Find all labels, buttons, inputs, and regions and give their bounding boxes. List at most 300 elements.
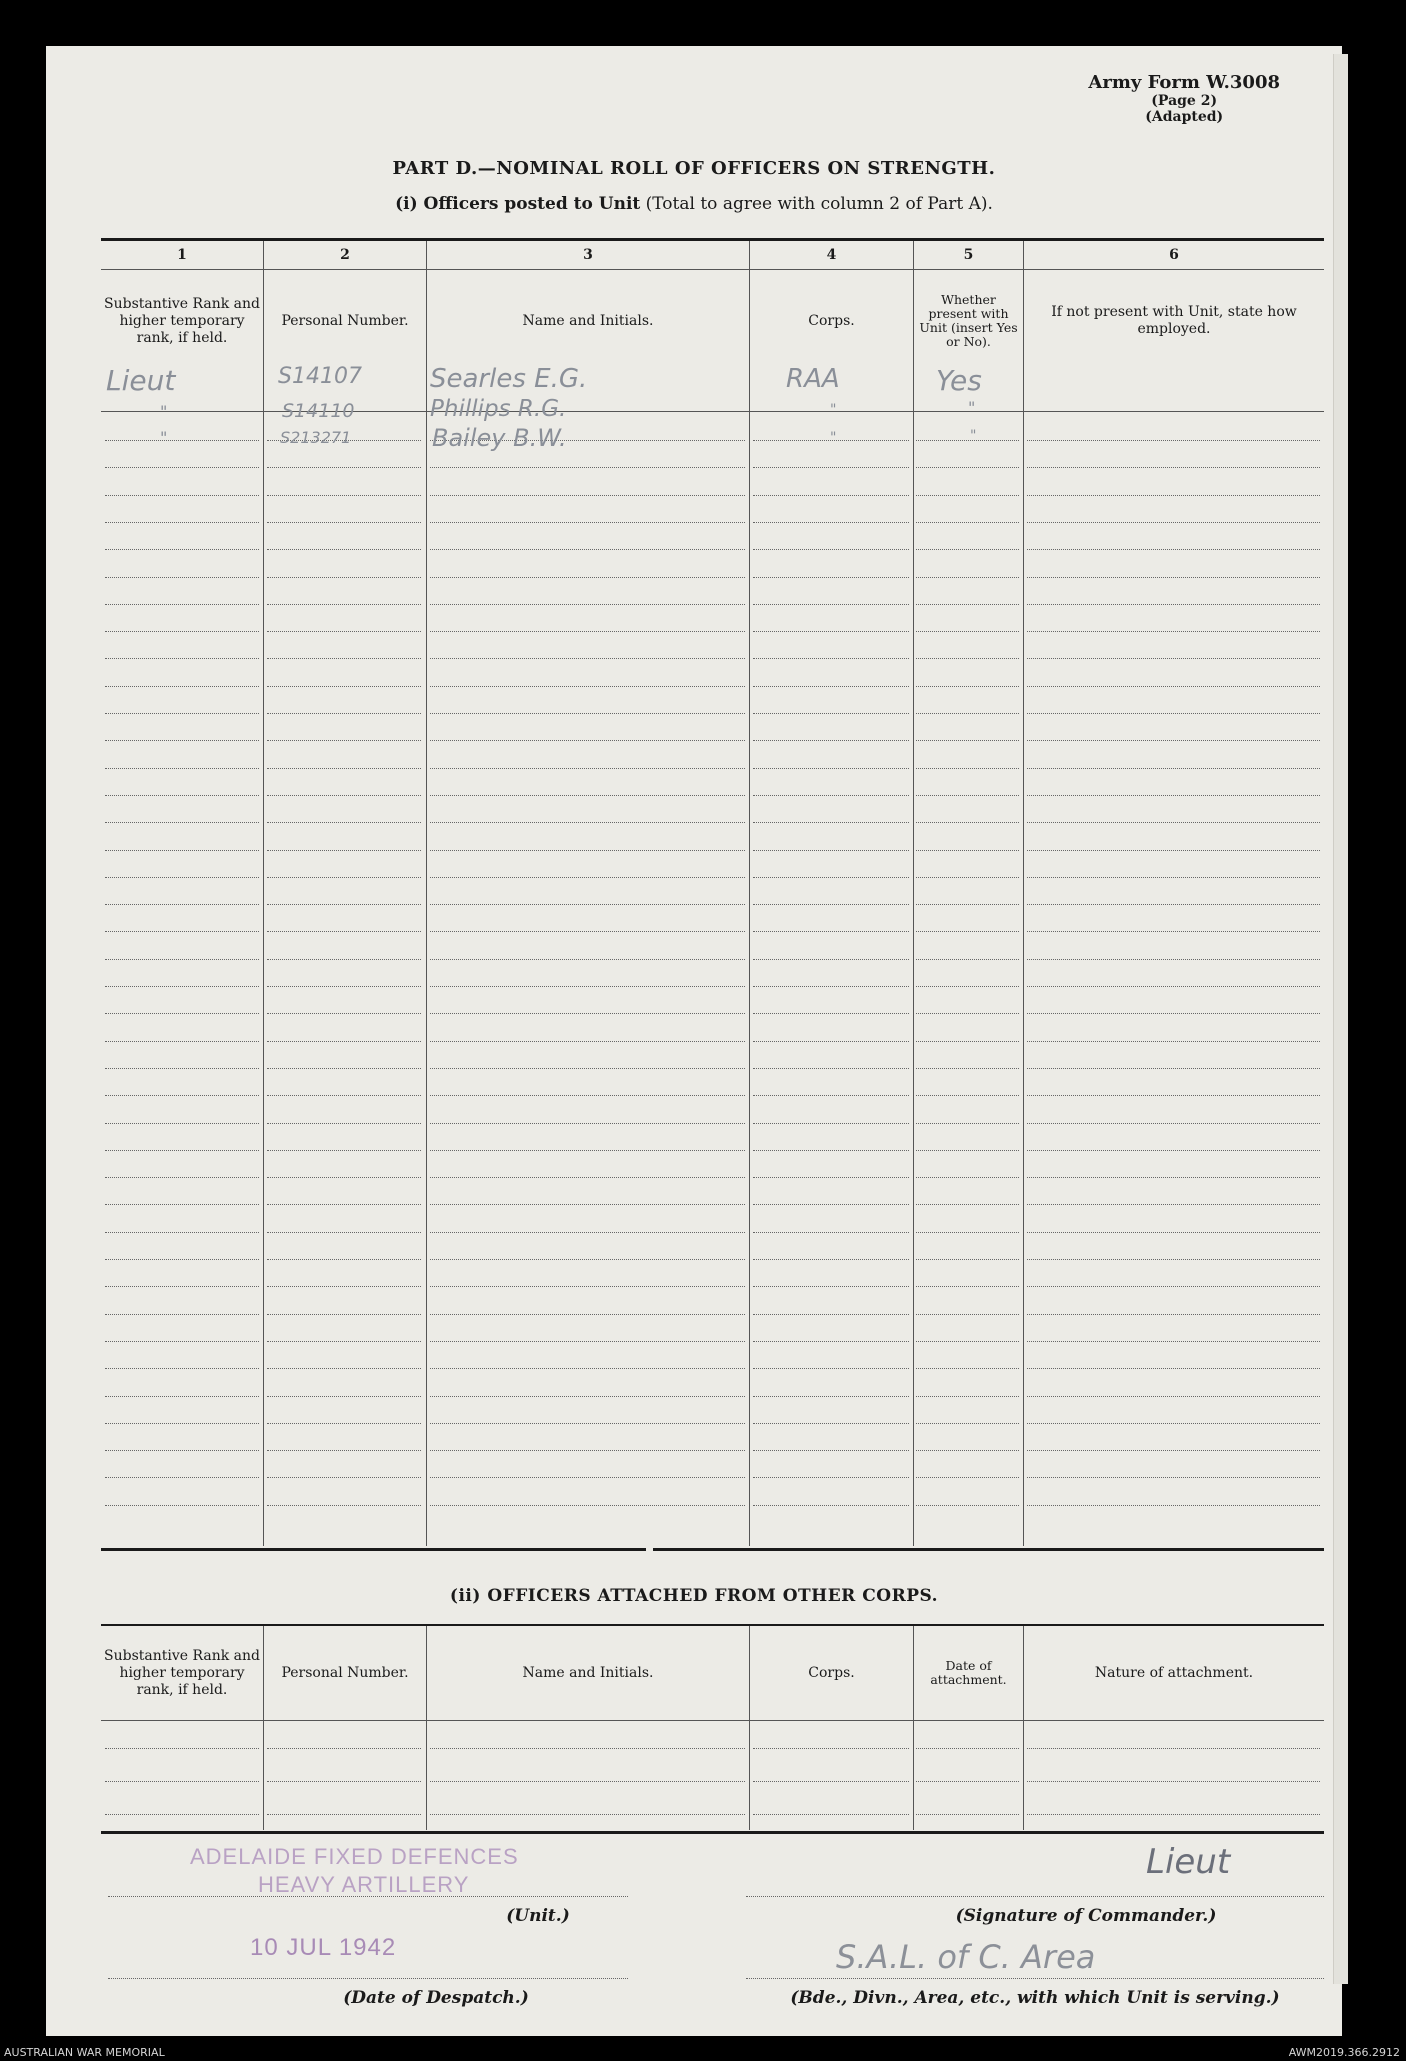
- ruled-entry-line: [753, 931, 909, 932]
- ruled-entry-line: [430, 522, 745, 523]
- col-number-4: 4: [826, 247, 837, 263]
- ruled-entry-line: [753, 1286, 909, 1287]
- ruled-entry-line: [430, 658, 745, 659]
- ruled-entry-line: [753, 1748, 909, 1749]
- ruled-entry-line: [1027, 1150, 1320, 1151]
- ruled-entry-line: [916, 1314, 1019, 1315]
- commander-signature: Lieut: [1146, 1842, 1231, 1882]
- ruled-entry-line: [1027, 1286, 1320, 1287]
- ruled-entry-line: [916, 1232, 1019, 1233]
- ruled-entry-line: [753, 1123, 909, 1124]
- row1-rank: Lieut: [106, 364, 176, 397]
- ruled-entry-line: [105, 1505, 259, 1506]
- ruled-entry-line: [916, 1013, 1019, 1014]
- col-number-2: 2: [340, 247, 350, 263]
- row1-number: S14107: [278, 364, 362, 389]
- ruled-entry-line: [430, 1259, 745, 1260]
- ruled-entry-line: [916, 577, 1019, 578]
- header-personal-number: Personal Number.: [281, 1664, 409, 1681]
- ruled-entry-line: [753, 795, 909, 796]
- ruled-entry-line: [916, 1450, 1019, 1451]
- ruled-entry-line: [1027, 1232, 1320, 1233]
- form-identifier: [1088, 72, 1280, 125]
- ruled-entry-line: [916, 1204, 1019, 1205]
- ruled-entry-line: [753, 631, 909, 632]
- ruled-entry-line: [1027, 877, 1320, 878]
- ruled-entry-line: [753, 1396, 909, 1397]
- ruled-entry-line: [753, 1814, 909, 1815]
- col-divider: [426, 1626, 427, 1830]
- ruled-entry-line: [430, 1396, 745, 1397]
- ruled-entry-line: [753, 1781, 909, 1782]
- ruled-entry-line: [916, 1477, 1019, 1478]
- unit-field-line: [108, 1896, 628, 1897]
- ruled-entry-line: [753, 1450, 909, 1451]
- ruled-entry-line: [105, 822, 259, 823]
- ruled-entry-line: [430, 1450, 745, 1451]
- ruled-entry-line: [916, 850, 1019, 851]
- ruled-entry-line: [105, 1095, 259, 1096]
- ruled-entry-line: [267, 986, 421, 987]
- ruled-entry-line: [105, 1814, 259, 1815]
- ruled-entry-line: [430, 495, 745, 496]
- ruled-entry-line: [1027, 959, 1320, 960]
- ruled-entry-line: [753, 549, 909, 550]
- ruled-entry-line: [753, 522, 909, 523]
- header-personal-number: Personal Number.: [281, 312, 409, 329]
- ruled-entry-line: [430, 1814, 745, 1815]
- ruled-entry-line: [430, 1095, 745, 1096]
- ruled-entry-line: [430, 1177, 745, 1178]
- ruled-entry-line: [267, 768, 421, 769]
- ruled-entry-line: [916, 1041, 1019, 1042]
- ruled-entry-line: [916, 740, 1019, 741]
- ruled-entry-line: [430, 1041, 745, 1042]
- row2-present: ": [968, 398, 976, 417]
- ruled-entry-line: [753, 604, 909, 605]
- ruled-entry-line: [753, 850, 909, 851]
- header-corps: Corps.: [808, 1664, 855, 1681]
- ruled-entry-line: [267, 1450, 421, 1451]
- ruled-entry-line: [1027, 1748, 1320, 1749]
- ruled-entry-line: [753, 686, 909, 687]
- ruled-entry-line: [105, 1013, 259, 1014]
- ruled-entry-line: [105, 522, 259, 523]
- ruled-entry-line: [267, 1477, 421, 1478]
- archive-label: AUSTRALIAN WAR MEMORIAL: [4, 2046, 165, 2059]
- ruled-entry-line: [105, 1123, 259, 1124]
- ruled-entry-line: [267, 1013, 421, 1014]
- ruled-entry-line: [916, 631, 1019, 632]
- ruled-entry-line: [753, 1341, 909, 1342]
- ruled-entry-line: [916, 1781, 1019, 1782]
- ruled-entry-line: [1027, 467, 1320, 468]
- row1-corps: RAA: [786, 364, 840, 394]
- ruled-entry-line: [1027, 1041, 1320, 1042]
- row3-number: S213271: [280, 428, 352, 447]
- ruled-entry-line: [267, 658, 421, 659]
- ruled-entry-line: [105, 1341, 259, 1342]
- ruled-entry-line: [430, 1748, 745, 1749]
- ruled-entry-line: [105, 467, 259, 468]
- ruled-entry-line: [430, 1368, 745, 1369]
- header-rank: Substantive Rank and higher temporary rank, if held.: [104, 295, 260, 346]
- ruled-entry-line: [430, 850, 745, 851]
- header-employed: If not present with Unit, state how employed.: [1051, 304, 1297, 337]
- ruled-entry-line: [105, 904, 259, 905]
- ruled-entry-line: [753, 1259, 909, 1260]
- col-number-divider: [101, 269, 1324, 270]
- col-divider: [749, 241, 750, 1546]
- ruled-entry-line: [105, 604, 259, 605]
- ruled-entry-line: [105, 959, 259, 960]
- row2-corps: ": [830, 402, 837, 418]
- table1-bottom-rule: [653, 1548, 1324, 1551]
- ruled-entry-line: [267, 877, 421, 878]
- row1-name: Searles E.G.: [430, 364, 588, 394]
- ruled-entry-line: [105, 931, 259, 932]
- ruled-entry-line: [267, 1259, 421, 1260]
- ruled-entry-line: [105, 1396, 259, 1397]
- ruled-entry-line: [430, 1423, 745, 1424]
- ruled-entry-line: [267, 822, 421, 823]
- ruled-entry-line: [267, 713, 421, 714]
- ruled-entry-line: [105, 631, 259, 632]
- ruled-entry-line: [430, 549, 745, 550]
- ruled-entry-line: [430, 1477, 745, 1478]
- ruled-entry-line: [430, 686, 745, 687]
- ruled-entry-line: [267, 1286, 421, 1287]
- ruled-entry-line: [430, 1286, 745, 1287]
- ruled-entry-line: [267, 959, 421, 960]
- ruled-entry-line: [916, 658, 1019, 659]
- ruled-entry-line: [916, 1368, 1019, 1369]
- ruled-entry-line: [105, 549, 259, 550]
- ruled-entry-line: [753, 768, 909, 769]
- row2-number: S14110: [282, 400, 355, 422]
- col-number-1: 1: [177, 247, 187, 263]
- ruled-entry-line: [267, 1396, 421, 1397]
- ruled-entry-line: [430, 1150, 745, 1151]
- ruled-entry-line: [267, 1368, 421, 1369]
- col-divider: [913, 1626, 914, 1830]
- ruled-entry-line: [105, 877, 259, 878]
- ruled-entry-line: [430, 1341, 745, 1342]
- ruled-entry-line: [267, 604, 421, 605]
- ruled-entry-line: [753, 1177, 909, 1178]
- row3-name: Bailey B.W.: [432, 424, 567, 452]
- header-nature-attachment: Nature of attachment.: [1094, 1664, 1254, 1681]
- ruled-entry-line: [1027, 1259, 1320, 1260]
- ruled-entry-line: [916, 1748, 1019, 1749]
- ruled-entry-line: [267, 1177, 421, 1178]
- ruled-entry-line: [1027, 1781, 1320, 1782]
- ruled-entry-line: [1027, 577, 1320, 578]
- ruled-entry-line: [1027, 604, 1320, 605]
- ruled-entry-line: [105, 495, 259, 496]
- col-divider: [263, 1626, 264, 1830]
- ruled-entry-line: [267, 931, 421, 932]
- ruled-entry-line: [916, 1095, 1019, 1096]
- ruled-entry-line: [105, 740, 259, 741]
- ruled-entry-line: [267, 850, 421, 851]
- ruled-entry-line: [105, 577, 259, 578]
- col-divider: [1023, 241, 1024, 1546]
- ruled-entry-line: [430, 822, 745, 823]
- ruled-entry-line: [753, 1314, 909, 1315]
- ruled-entry-line: [1027, 1423, 1320, 1424]
- ruled-entry-line: [916, 686, 1019, 687]
- ruled-entry-line: [916, 522, 1019, 523]
- col-number-5: 5: [963, 247, 974, 263]
- ruled-entry-line: [430, 795, 745, 796]
- ruled-entry-line: [430, 1068, 745, 1069]
- ruled-entry-line: [105, 1177, 259, 1178]
- part-d-title: PART D.—NOMINAL ROLL OF OFFICERS ON STRENGTH.: [392, 158, 996, 179]
- ruled-entry-line: [916, 959, 1019, 960]
- ruled-entry-line: [267, 631, 421, 632]
- ruled-entry-line: [916, 986, 1019, 987]
- ruled-entry-line: [267, 1068, 421, 1069]
- ruled-entry-line: [916, 467, 1019, 468]
- ruled-entry-line: [105, 1748, 259, 1749]
- area-handwritten: S.A.L. of C. Area: [836, 1938, 1096, 1976]
- ruled-entry-line: [916, 877, 1019, 878]
- header-present: Whether present with Unit (insert Yes or No).: [919, 292, 1018, 349]
- header-divider: [101, 1720, 1324, 1721]
- form-name: Army Form W.3008: [1088, 72, 1280, 93]
- ruled-entry-line: [105, 1368, 259, 1369]
- ruled-entry-line: [267, 1150, 421, 1151]
- unit-caption: (Unit.): [506, 1906, 570, 1926]
- ruled-entry-line: [916, 822, 1019, 823]
- ruled-entry-line: [753, 1477, 909, 1478]
- ruled-entry-line: [267, 904, 421, 905]
- ruled-entry-line: [105, 1423, 259, 1424]
- ruled-entry-line: [916, 1150, 1019, 1151]
- ruled-entry-line: [916, 1341, 1019, 1342]
- ruled-entry-line: [430, 1123, 745, 1124]
- header-name: Name and Initials.: [522, 312, 654, 329]
- ruled-entry-line: [430, 604, 745, 605]
- ruled-entry-line: [267, 1748, 421, 1749]
- ruled-entry-line: [916, 713, 1019, 714]
- ruled-entry-line: [1027, 440, 1320, 441]
- page-edge: [1333, 54, 1348, 1984]
- unit-stamp-line1: ADELAIDE FIXED DEFENCES: [190, 1844, 519, 1869]
- ruled-entry-line: [430, 1781, 745, 1782]
- header-date-attachment: Date of attachment.: [930, 1658, 1007, 1687]
- ruled-entry-line: [1027, 822, 1320, 823]
- ruled-entry-line: [267, 795, 421, 796]
- ruled-entry-line: [105, 795, 259, 796]
- ruled-entry-line: [1027, 850, 1320, 851]
- ruled-entry-line: [916, 768, 1019, 769]
- ruled-entry-line: [916, 1286, 1019, 1287]
- ruled-entry-line: [916, 495, 1019, 496]
- ruled-entry-line: [1027, 986, 1320, 987]
- ruled-entry-line: [1027, 686, 1320, 687]
- ruled-entry-line: [430, 1204, 745, 1205]
- ruled-entry-line: [430, 959, 745, 960]
- col-number-3: 3: [583, 247, 593, 263]
- ruled-entry-line: [1027, 795, 1320, 796]
- ruled-entry-line: [916, 1814, 1019, 1815]
- ruled-entry-line: [267, 577, 421, 578]
- row1-present: Yes: [936, 364, 982, 397]
- ruled-entry-line: [105, 1286, 259, 1287]
- ruled-entry-line: [1027, 1450, 1320, 1451]
- ruled-entry-line: [1027, 904, 1320, 905]
- ruled-entry-line: [430, 713, 745, 714]
- ruled-entry-line: [430, 768, 745, 769]
- ruled-entry-line: [1027, 768, 1320, 769]
- ruled-entry-line: [105, 658, 259, 659]
- row3-rank: ": [160, 428, 168, 447]
- ruled-entry-line: [430, 904, 745, 905]
- col-divider: [1023, 1626, 1024, 1830]
- ruled-entry-line: [105, 440, 259, 441]
- col-divider: [426, 241, 427, 1546]
- col-divider: [263, 241, 264, 1546]
- ruled-entry-line: [753, 1232, 909, 1233]
- form-page: [46, 46, 1342, 2036]
- ruled-entry-line: [916, 795, 1019, 796]
- ruled-entry-line: [105, 1068, 259, 1069]
- ruled-entry-line: [1027, 1477, 1320, 1478]
- ruled-entry-line: [753, 1041, 909, 1042]
- ruled-entry-line: [430, 467, 745, 468]
- ruled-entry-line: [1027, 1505, 1320, 1506]
- ruled-entry-line: [916, 1423, 1019, 1424]
- unit-stamp-line2: HEAVY ARTILLERY: [258, 1872, 470, 1897]
- ruled-entry-line: [267, 1814, 421, 1815]
- ruled-entry-line: [267, 522, 421, 523]
- ruled-entry-line: [753, 1013, 909, 1014]
- ruled-entry-line: [916, 931, 1019, 932]
- header-rank: Substantive Rank and higher temporary rank, if held.: [104, 1647, 260, 1698]
- form-page-number: (Page 2): [1151, 93, 1218, 109]
- ruled-entry-line: [1027, 1396, 1320, 1397]
- despatch-field-line: [108, 1978, 628, 1979]
- row2-rank: ": [160, 402, 168, 421]
- ruled-entry-line: [916, 1177, 1019, 1178]
- ruled-entry-line: [1027, 1013, 1320, 1014]
- despatch-date-stamp: 10 JUL 1942: [250, 1934, 397, 1961]
- table1-bottom-rule: [101, 1548, 646, 1551]
- ruled-entry-line: [430, 986, 745, 987]
- ruled-entry-line: [105, 1232, 259, 1233]
- ruled-entry-line: [430, 877, 745, 878]
- ruled-entry-line: [105, 1259, 259, 1260]
- ruled-entry-line: [753, 1150, 909, 1151]
- ruled-entry-line: [916, 604, 1019, 605]
- ruled-entry-line: [430, 740, 745, 741]
- header-corps: Corps.: [808, 312, 855, 329]
- ruled-entry-line: [753, 658, 909, 659]
- ruled-entry-line: [1027, 1204, 1320, 1205]
- row2-name: Phillips R.G.: [430, 396, 567, 422]
- table2-bottom-rule: [101, 1831, 1324, 1834]
- ruled-entry-line: [916, 904, 1019, 905]
- ruled-entry-line: [430, 577, 745, 578]
- ruled-entry-line: [105, 686, 259, 687]
- ruled-entry-line: [753, 1423, 909, 1424]
- ruled-entry-line: [1027, 713, 1320, 714]
- ruled-entry-line: [753, 1505, 909, 1506]
- ruled-entry-line: [1027, 658, 1320, 659]
- ruled-entry-line: [1027, 631, 1320, 632]
- ruled-entry-line: [267, 1423, 421, 1424]
- ruled-entry-line: [916, 440, 1019, 441]
- ruled-entry-line: [1027, 1177, 1320, 1178]
- ruled-entry-line: [753, 986, 909, 987]
- col-number-6: 6: [1169, 247, 1179, 263]
- ruled-entry-line: [1027, 1314, 1320, 1315]
- ruled-entry-line: [1027, 1814, 1320, 1815]
- ruled-entry-line: [267, 1204, 421, 1205]
- ruled-entry-line: [430, 1232, 745, 1233]
- archive-id: AWM2019.366.2912: [1288, 2046, 1400, 2059]
- ruled-entry-line: [267, 1314, 421, 1315]
- ruled-entry-line: [753, 822, 909, 823]
- ruled-entry-line: [267, 1041, 421, 1042]
- ruled-entry-line: [753, 904, 909, 905]
- ruled-entry-line: [916, 1259, 1019, 1260]
- ruled-entry-line: [267, 740, 421, 741]
- ruled-entry-line: [267, 686, 421, 687]
- ruled-entry-line: [753, 959, 909, 960]
- row3-present: ": [970, 428, 977, 444]
- ruled-entry-line: [1027, 522, 1320, 523]
- ruled-entry-line: [753, 713, 909, 714]
- ruled-entry-line: [267, 1505, 421, 1506]
- ruled-entry-line: [267, 1341, 421, 1342]
- ruled-entry-line: [267, 467, 421, 468]
- subtitle-bold: (i) Officers posted to Unit: [395, 194, 641, 214]
- ruled-entry-line: [753, 495, 909, 496]
- ruled-entry-line: [916, 549, 1019, 550]
- ruled-entry-line: [1027, 1341, 1320, 1342]
- signature-caption: (Signature of Commander.): [955, 1906, 1217, 1926]
- ruled-entry-line: [1027, 549, 1320, 550]
- ruled-entry-line: [430, 631, 745, 632]
- part-ii-title: (ii) OFFICERS ATTACHED FROM OTHER CORPS.: [449, 1586, 939, 1606]
- area-field-line: [746, 1978, 1324, 1979]
- ruled-entry-line: [105, 1314, 259, 1315]
- ruled-entry-line: [430, 931, 745, 932]
- ruled-entry-line: [753, 1068, 909, 1069]
- ruled-entry-line: [753, 1204, 909, 1205]
- ruled-entry-line: [753, 740, 909, 741]
- ruled-entry-line: [105, 1781, 259, 1782]
- ruled-entry-line: [916, 1396, 1019, 1397]
- ruled-entry-line: [267, 1095, 421, 1096]
- ruled-entry-line: [916, 1505, 1019, 1506]
- ruled-entry-line: [105, 713, 259, 714]
- ruled-entry-line: [916, 1068, 1019, 1069]
- ruled-entry-line: [430, 1013, 745, 1014]
- ruled-entry-line: [753, 877, 909, 878]
- signature-field-line: [746, 1896, 1324, 1897]
- ruled-entry-line: [105, 768, 259, 769]
- col-divider: [749, 1626, 750, 1830]
- ruled-entry-line: [105, 850, 259, 851]
- ruled-entry-line: [105, 1204, 259, 1205]
- ruled-entry-line: [753, 1095, 909, 1096]
- ruled-entry-line: [753, 577, 909, 578]
- area-caption: (Bde., Divn., Area, etc., with which Unit is serving.): [790, 1988, 1280, 2008]
